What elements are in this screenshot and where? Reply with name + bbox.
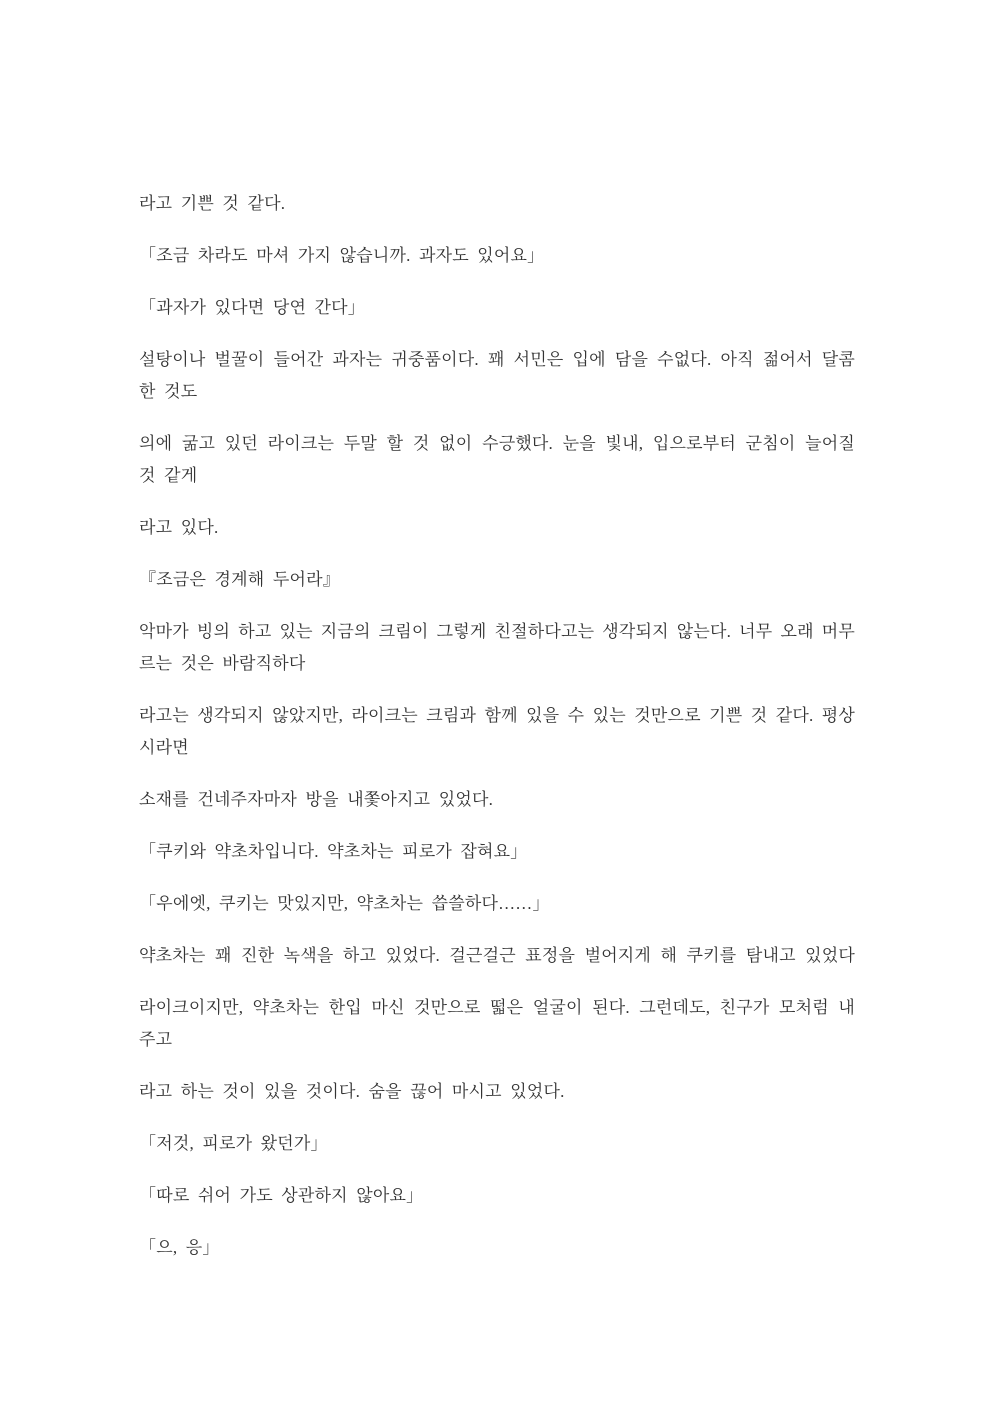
text-line: 르는 것은 바람직하다 (139, 654, 306, 673)
paragraph (139, 940, 855, 972)
paragraph (139, 512, 855, 544)
text-line: 「과자가 있다면 당연 간다」 (139, 298, 365, 317)
text-line: 라고는 생각되지 않았지만, 라이크는 크림과 함께 있을 수 있는 것만으로 기쁜 것 같다. 평상 (139, 706, 855, 725)
text-line: 설탕이나 벌꿀이 들어간 과자는 귀중품이다. 꽤 서민은 입에 담을 수없다. 아직 젊어서 달콤 (139, 350, 855, 369)
text-line: 『조금은 경계해 두어라』 (139, 570, 340, 589)
text-line: 라이크이지만, 약초차는 한입 마신 것만으로 떫은 얼굴이 된다. 그런데도, 친구가 모처럼 내 (139, 998, 855, 1017)
paragraph-dialogue (139, 1128, 855, 1160)
paragraph-dialogue (139, 292, 855, 324)
text-line: 「우에엣, 쿠키는 맛있지만, 약초차는 씁쓸하다……」 (139, 894, 550, 913)
paragraph-inner-voice (139, 564, 855, 596)
paragraph (139, 784, 855, 816)
paragraph (139, 1076, 855, 1108)
paragraph-dialogue (139, 240, 855, 272)
paragraph (139, 428, 855, 492)
text-line: 라고 있다. (139, 518, 219, 537)
paragraph (139, 700, 855, 764)
paragraph-dialogue (139, 1232, 855, 1264)
text-line: 시라면 (139, 738, 189, 757)
text-line: 라고 하는 것이 있을 것이다. 숨을 끊어 마시고 있었다. (139, 1082, 565, 1101)
paragraph-dialogue (139, 1180, 855, 1212)
text-line: 한 것도 (139, 382, 198, 401)
text-line: 악마가 빙의 하고 있는 지금의 크림이 그렇게 친절하다고는 생각되지 않는다. 너무 오래 머무 (139, 622, 855, 641)
text-line: 「조금 차라도 마셔 가지 않습니까. 과자도 있어요」 (139, 246, 545, 265)
text-line: 라고 기쁜 것 같다. (139, 194, 286, 213)
text-line: 약초차는 꽤 진한 녹색을 하고 있었다. 걸근걸근 표정을 벌어지게 해 쿠키를 탐내고 있었다 (139, 946, 855, 965)
text-line: 「저것, 피로가 왔던가」 (139, 1134, 328, 1153)
text-line: 소재를 건네주자마자 방을 내쫓아지고 있었다. (139, 790, 494, 809)
text-line: 의에 굶고 있던 라이크는 두말 할 것 없이 수긍했다. 눈을 빛내, 입으로부터 군침이 늘어질 (139, 434, 855, 453)
text-line: 주고 (139, 1030, 173, 1049)
paragraph (139, 616, 855, 680)
paragraph-dialogue (139, 836, 855, 868)
text-line: 「쿠키와 약초차입니다. 약초차는 피로가 잡혀요」 (139, 842, 528, 861)
paragraph-dialogue (139, 888, 855, 920)
text-line: 「으, 응」 (139, 1238, 220, 1257)
paragraph (139, 992, 855, 1056)
text-line: 「따로 쉬어 가도 상관하지 않아요」 (139, 1186, 424, 1205)
paragraph (139, 344, 855, 408)
paragraph (139, 188, 855, 220)
text-line: 것 같게 (139, 466, 198, 485)
